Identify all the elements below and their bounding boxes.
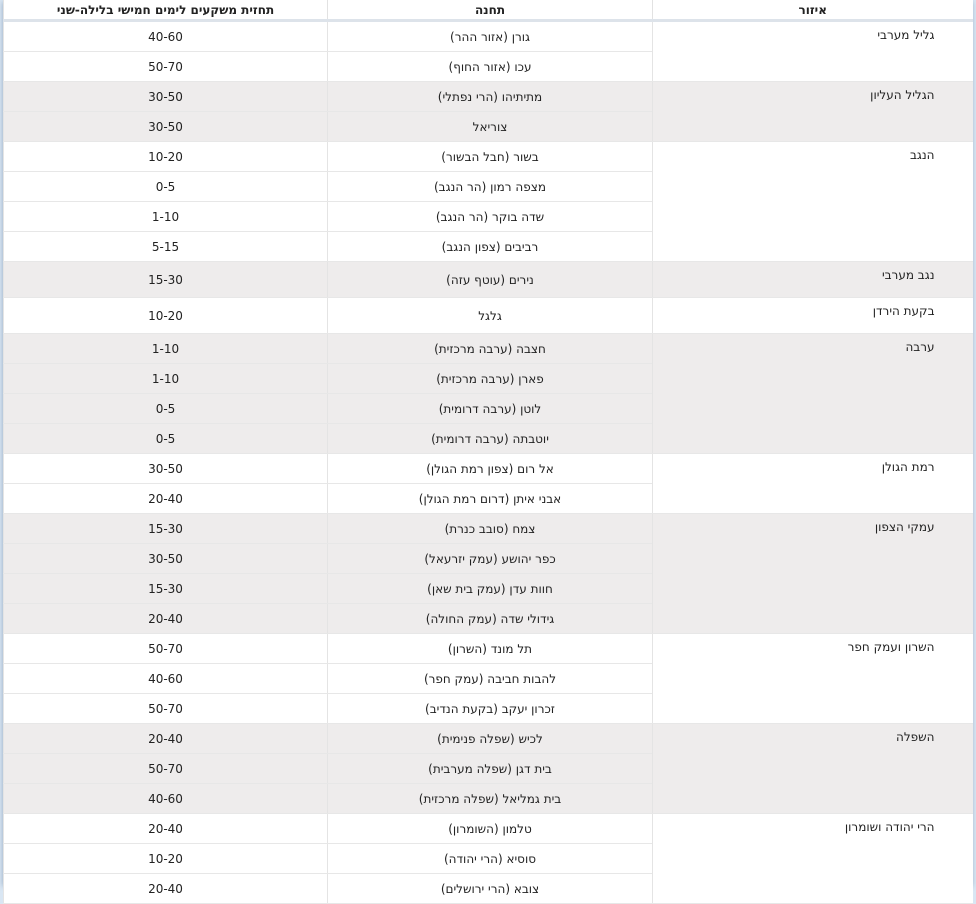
station-cell: עכו (אזור החוף) (328, 52, 653, 82)
forecast-cell: 15-30 (4, 514, 328, 544)
station-cell: צובא (הרי ירושלים) (328, 874, 653, 904)
forecast-cell: 20-40 (4, 604, 328, 634)
table-row (4, 514, 973, 544)
forecast-cell: 30-50 (4, 82, 328, 112)
forecast-cell: 40-60 (4, 21, 328, 52)
region-cell: ערבה (653, 334, 973, 454)
table-body (4, 21, 973, 904)
table-header-row (4, 0, 973, 21)
station-cell: אל רום (צפון רמת הגולן) (328, 454, 653, 484)
table-row (4, 724, 973, 754)
header-region: איזור (653, 0, 973, 21)
table-row (4, 142, 973, 172)
forecast-cell: 0-5 (4, 172, 328, 202)
region-cell: הרי יהודה ושומרון (653, 814, 973, 904)
forecast-cell: 1-10 (4, 334, 328, 364)
forecast-table-container (3, 0, 972, 896)
forecast-cell: 5-15 (4, 232, 328, 262)
forecast-cell: 1-10 (4, 364, 328, 394)
station-cell: צמח (סובב כנרת) (328, 514, 653, 544)
region-cell: הנגב (653, 142, 973, 262)
forecast-cell: 0-5 (4, 424, 328, 454)
forecast-cell: 30-50 (4, 454, 328, 484)
station-cell: גורן (אזור ההר) (328, 21, 653, 52)
station-cell: כפר יהושע (עמק יזרעאל) (328, 544, 653, 574)
forecast-cell: 0-5 (4, 394, 328, 424)
forecast-cell: 20-40 (4, 874, 328, 904)
region-cell: השפלה (653, 724, 973, 814)
station-cell: בית גמליאל (שפלה מרכזית) (328, 784, 653, 814)
station-cell: אבני איתן (דרום רמת הגולן) (328, 484, 653, 514)
forecast-cell: 10-20 (4, 844, 328, 874)
forecast-cell: 50-70 (4, 694, 328, 724)
forecast-cell: 40-60 (4, 664, 328, 694)
station-cell: נירים (עוטף עזה) (328, 262, 653, 298)
table-row (4, 454, 973, 484)
station-cell: לוטן (ערבה דרומית) (328, 394, 653, 424)
station-cell: לכיש (שפלה פנימית) (328, 724, 653, 754)
table-row (4, 21, 973, 52)
station-cell: סוסיא (הרי יהודה) (328, 844, 653, 874)
forecast-cell: 10-20 (4, 142, 328, 172)
station-cell: גידולי שדה (עמק החולה) (328, 604, 653, 634)
header-forecast: תחזית משקעים לימים חמישי בלילה-שני (4, 0, 328, 21)
region-cell: השרון ועמק חפר (653, 634, 973, 724)
forecast-cell: 15-30 (4, 262, 328, 298)
forecast-cell: 1-10 (4, 202, 328, 232)
region-cell: גליל מערבי (653, 21, 973, 82)
station-cell: להבות חביבה (עמק חפר) (328, 664, 653, 694)
station-cell: צוריאל (328, 112, 653, 142)
forecast-cell: 10-20 (4, 298, 328, 334)
station-cell: חצבה (ערבה מרכזית) (328, 334, 653, 364)
station-cell: חוות עדן (עמק בית שאן) (328, 574, 653, 604)
station-cell: יוטבתה (ערבה דרומית) (328, 424, 653, 454)
forecast-cell: 40-60 (4, 784, 328, 814)
forecast-cell: 20-40 (4, 724, 328, 754)
forecast-table (3, 0, 973, 904)
region-cell: בקעת הירדן (653, 298, 973, 334)
forecast-cell: 50-70 (4, 634, 328, 664)
station-cell: בשור (חבל הבשור) (328, 142, 653, 172)
forecast-cell: 20-40 (4, 814, 328, 844)
station-cell: זכרון יעקב (בקעת הנדיב) (328, 694, 653, 724)
region-cell: נגב מערבי (653, 262, 973, 298)
station-cell: מצפה רמון (הר הנגב) (328, 172, 653, 202)
station-cell: גלגל (328, 298, 653, 334)
station-cell: טלמון (השומרון) (328, 814, 653, 844)
table-row (4, 334, 973, 364)
region-cell: רמת הגולן (653, 454, 973, 514)
table-row (4, 814, 973, 844)
table-row (4, 82, 973, 112)
station-cell: רביבים (צפון הנגב) (328, 232, 653, 262)
station-cell: מתיתיהו (הרי נפתלי) (328, 82, 653, 112)
table-row (4, 262, 973, 298)
forecast-cell: 30-50 (4, 112, 328, 142)
forecast-cell: 20-40 (4, 484, 328, 514)
header-station: תחנה (328, 0, 653, 21)
station-cell: תל מונד (השרון) (328, 634, 653, 664)
forecast-cell: 30-50 (4, 544, 328, 574)
forecast-cell: 15-30 (4, 574, 328, 604)
station-cell: שדה בוקר (הר הנגב) (328, 202, 653, 232)
table-row (4, 634, 973, 664)
forecast-cell: 50-70 (4, 52, 328, 82)
table-row (4, 298, 973, 334)
station-cell: בית דגן (שפלה מערבית) (328, 754, 653, 784)
region-cell: עמקי הצפון (653, 514, 973, 634)
station-cell: פארן (ערבה מרכזית) (328, 364, 653, 394)
forecast-cell: 50-70 (4, 754, 328, 784)
region-cell: הגליל העליון (653, 82, 973, 142)
